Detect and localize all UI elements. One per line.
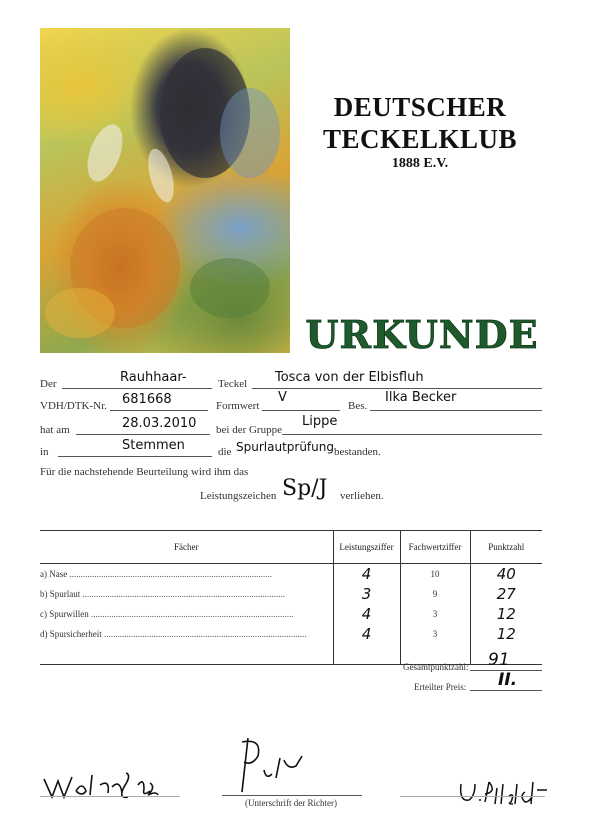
gesamt-label: Gesamtpunktzahl:	[403, 662, 469, 672]
table-row	[40, 564, 542, 585]
bes-label: Bes.	[348, 400, 368, 412]
fachwert-value: 10	[400, 564, 470, 585]
club-name-line2: TECKELKLUB	[322, 124, 518, 154]
header-punktzahl: Punktzahl	[470, 531, 542, 564]
gruppe-value: Lippe	[302, 414, 338, 429]
in-label: in	[40, 446, 49, 458]
vdh-line	[110, 410, 208, 411]
leistungszeichen-label: Leistungszeichen	[200, 490, 277, 502]
bes-line	[370, 410, 542, 411]
header-faecher: Fächer	[40, 531, 333, 564]
table-header-row	[40, 531, 542, 564]
hat-am-line	[76, 434, 210, 435]
table-row	[40, 624, 542, 644]
subject-label: d) Spursicherheit	[40, 629, 102, 639]
club-name-line1: DEUTSCHER	[333, 92, 507, 122]
bestanden-label: bestanden.	[334, 446, 381, 458]
in-value: Stemmen	[122, 438, 185, 453]
dot-leader: ..........................................................................................	[69, 569, 272, 579]
der-value: Rauhhaar-	[120, 370, 187, 385]
hat-am-value: 28.03.2010	[122, 416, 197, 431]
leistungszeichen-value: Sp/J	[282, 476, 328, 501]
teckel-line	[252, 388, 542, 389]
der-label: Der	[40, 378, 57, 390]
beurteilung-text: Für die nachstehende Beurteilung wird ihm das	[40, 466, 249, 478]
signature-center	[230, 730, 320, 800]
leistung-value: 3	[361, 585, 372, 603]
dot-leader: ..........................................................................................	[82, 589, 285, 599]
gesamt-value: 91	[488, 650, 510, 670]
verliehen-label: verliehen.	[340, 490, 384, 502]
grades-table	[40, 530, 542, 665]
leistung-value: 4	[361, 625, 372, 643]
table-row	[40, 584, 542, 604]
formwert-value: V	[278, 390, 287, 405]
signature-caption: (Unterschrift der Richter)	[245, 798, 337, 808]
leistung-value: 4	[361, 565, 372, 583]
header-fachwertziffer: Fachwertziffer	[400, 531, 470, 564]
subject-label: b) Spurlaut	[40, 589, 81, 599]
fachwert-value: 9	[400, 584, 470, 604]
hat-am-label: hat am	[40, 424, 70, 436]
bes-value: Ilka Becker	[385, 390, 457, 405]
signature-line-left	[40, 796, 180, 797]
dachshund-watercolor-painting	[40, 28, 290, 353]
fachwert-value: 3	[400, 624, 470, 644]
in-line	[58, 456, 212, 457]
der-line	[62, 388, 212, 389]
gruppe-line	[282, 434, 542, 435]
club-founded: 1888 E.V.	[391, 156, 449, 171]
dot-leader: ..........................................................................................	[103, 629, 307, 639]
signature-line-center	[222, 795, 362, 796]
pruefung-value: Spurlautprüfung	[236, 440, 334, 454]
punkte-value: 40	[496, 565, 516, 583]
punkte-value: 12	[496, 605, 516, 623]
table-row	[40, 604, 542, 624]
dot-leader: ..........................................................................................	[91, 609, 294, 619]
formwert-label: Formwert	[216, 400, 260, 412]
fachwert-value: 3	[400, 604, 470, 624]
urkunde-title	[300, 308, 545, 358]
signature-left	[40, 765, 170, 805]
signature-line-right	[400, 796, 545, 797]
teckel-label: Teckel	[218, 378, 248, 390]
preis-label: Erteilter Preis:	[414, 682, 467, 692]
preis-line	[470, 690, 542, 691]
urkunde-title-text: URKUNDE	[305, 312, 539, 357]
punkte-value: 27	[496, 585, 516, 603]
die-label: die	[218, 446, 232, 458]
signature-right	[455, 778, 555, 808]
subject-label: a) Nase	[40, 569, 68, 579]
vdh-label: VDH/DTK-Nr.	[40, 400, 107, 412]
gruppe-label: bei der Gruppe	[216, 424, 282, 436]
preis-value: II.	[498, 670, 518, 690]
punkte-value: 12	[496, 625, 516, 643]
subject-label: c) Spurwillen	[40, 609, 89, 619]
header-leistungsziffer: Leistungsziffer	[333, 531, 400, 564]
formwert-line	[262, 410, 340, 411]
vdh-value: 681668	[122, 392, 172, 407]
teckel-value: Tosca von der Elbisfluh	[275, 370, 424, 385]
leistung-value: 4	[361, 605, 372, 623]
